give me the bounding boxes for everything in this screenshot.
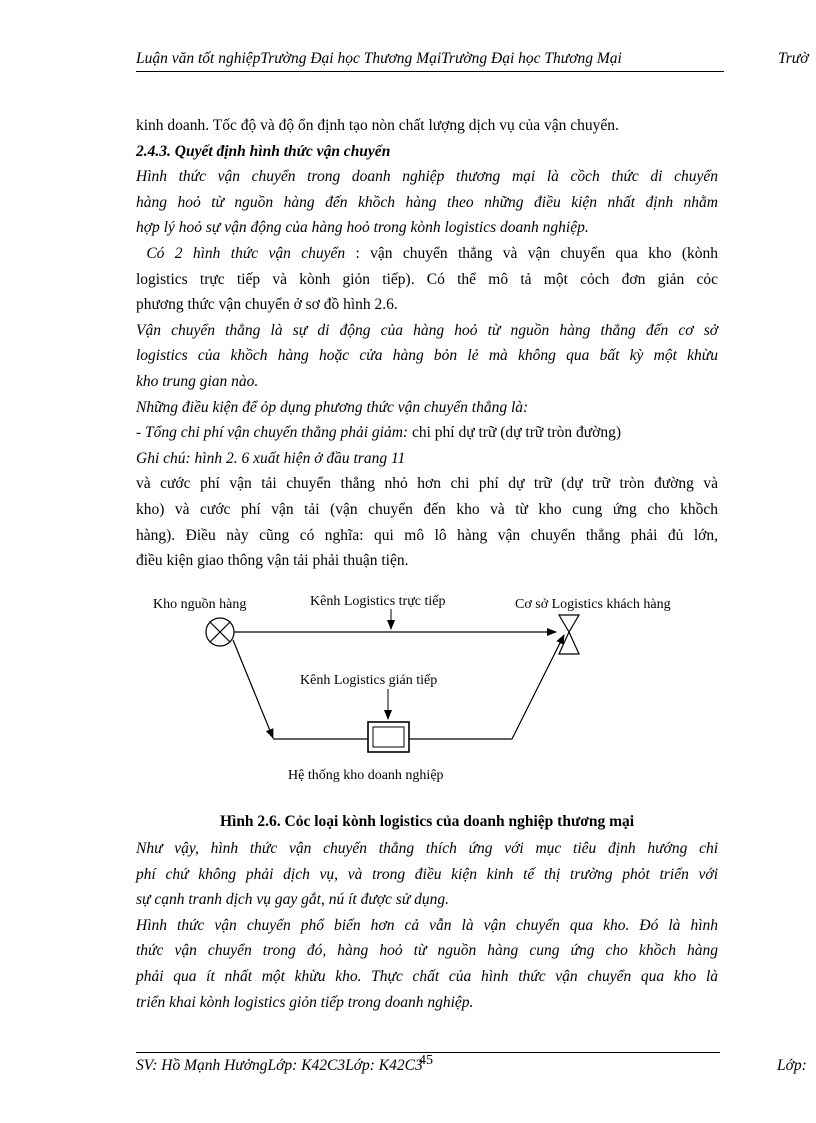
inline-italic: - Tổng chi phí vận chuyển thẳng phải giảm:: [136, 424, 409, 442]
paragraph-line: Hình thức vận chuyển phổ biến hơn cả vẫn là vận chuyển qua kho. Đó là hình: [136, 916, 718, 934]
page-number: 45: [419, 1053, 433, 1068]
customer-label: Cơ sở Logistics khách hàng: [515, 597, 671, 612]
paragraph-line: sự cạnh tranh dịch vụ gay gắt, nú ít được sử dụng.: [136, 891, 450, 909]
paragraph-line: Hình thức vận chuyển trong doanh nghiệp thương mại là cồch thức di chuyển: [136, 168, 718, 186]
header-rule: [136, 71, 724, 72]
paragraph-line: kho) và cước phí vận tải (vận chuyển đến kho và từ kho cung ứng cho khồch: [136, 500, 718, 518]
inline-text: chi phí dự trữ (dự trữ tròn đường): [408, 424, 621, 442]
note-line: Ghi chú: hình 2. 6 xuất hiện ở đầu trang 11: [136, 449, 406, 467]
logistics-channel-diagram: [136, 585, 736, 795]
paragraph-line: [136, 420, 718, 446]
figure-caption: Hình 2.6. Cỏc loại kònh logistics của doanh nghiệp thương mại: [219, 813, 635, 830]
paragraph-line: và cước phí vận tải chuyển thẳng nhỏ hơn chi phí dự trữ (dự trữ tròn đường và: [136, 475, 718, 493]
header-right: Trườ: [778, 50, 809, 67]
paragraph-line: triển khai kònh logistics giỏn tiếp trong doanh nghiệp.: [136, 993, 474, 1011]
paragraph-line: Vận chuyển thẳng là sự di động của hàng hoỏ từ nguồn hàng thẳng đến cơ sở: [136, 321, 718, 339]
paragraph-line: hàng). Điều này cũng có nghĩa: qui mô lô hàng vận chuyển thẳng phải đủ lớn,: [136, 526, 718, 544]
header-title: Luận văn tốt nghiệpTrường Đại học Thương MạiTrường Đại học Thương Mại: [136, 50, 622, 67]
footer-right: Lớp:: [777, 1057, 807, 1074]
direct-channel-label: Kênh Logistics trực tiếp: [310, 594, 446, 609]
warehouse-box-icon: [368, 722, 409, 752]
paragraph-line: thức vận chuyển trong đó, hàng hoỏ từ nguồn hàng cung ứng cho khồch hàng: [136, 942, 718, 960]
source-node-icon: [206, 618, 234, 646]
paragraph-line: hàng hoỏ từ nguồn hàng đến khồch hàng theo những điều kiện nhất định nhằm: [136, 193, 718, 211]
paragraph-line: hợp lý hoỏ sự vận động của hàng hoỏ trong kònh logistics doanh nghiệp.: [136, 219, 589, 237]
inline-text: : vận chuyển thẳng và vận chuyển qua kho (kònh: [345, 244, 718, 262]
inline-italic: Có 2 hình thức vận chuyển: [146, 244, 346, 262]
source-label: Kho nguồn hàng: [153, 597, 247, 612]
footer-student: SV: Hồ Mạnh HưởngLớp: K42C3Lớp: K42C3: [136, 1057, 423, 1074]
paragraph-line: logistics của khồch hàng hoặc cửa hàng bỏn lẻ mà không qua bất kỳ một khừu: [136, 347, 718, 365]
warehouse-label: Hệ thống kho doanh nghiệp: [288, 768, 444, 783]
paragraph-line: kho trung gian nào.: [136, 372, 259, 390]
section-heading: 2.4.3. Quyết định hình thức vận chuyển: [136, 142, 391, 160]
paragraph-line: [136, 241, 718, 267]
paragraph-line: điều kiện giao thông vận tải phải thuận tiện.: [136, 552, 409, 570]
paragraph-line: Như vậy, hình thức vận chuyển thẳng thích ứng với mục tiêu định hướng chi: [136, 840, 718, 857]
body-text-2: [136, 836, 718, 1015]
paragraph-line: phí chứ không phải dịch vụ, và trong điều kiện kinh tế thị trường phỏt triển với: [136, 865, 718, 883]
paragraph-line: Những điều kiện để ỏp dụng phương thức vận chuyển thẳng là:: [136, 398, 529, 416]
indirect-up-arrow: [512, 635, 564, 739]
customer-node-icon: [559, 615, 579, 654]
body-text: [136, 113, 718, 574]
indirect-channel-label: Kênh Logistics gián tiếp: [300, 673, 438, 688]
paragraph: kinh doanh. Tốc độ và độ ổn định tạo nòn chất lượng dịch vụ của vận chuyển.: [136, 117, 619, 134]
paragraph-line: logistics trực tiếp và kònh giỏn tiếp). Có thể mô tả một cỏch đơn giản cỏc: [136, 270, 718, 288]
paragraph-line: phải qua ít nhất một khừu kho. Thực chất của hình thức vận chuyển qua kho là: [136, 967, 718, 985]
paragraph-line: phương thức vận chuyển ở sơ đồ hình 2.6.: [136, 296, 398, 314]
indirect-down-arrow: [233, 640, 273, 738]
